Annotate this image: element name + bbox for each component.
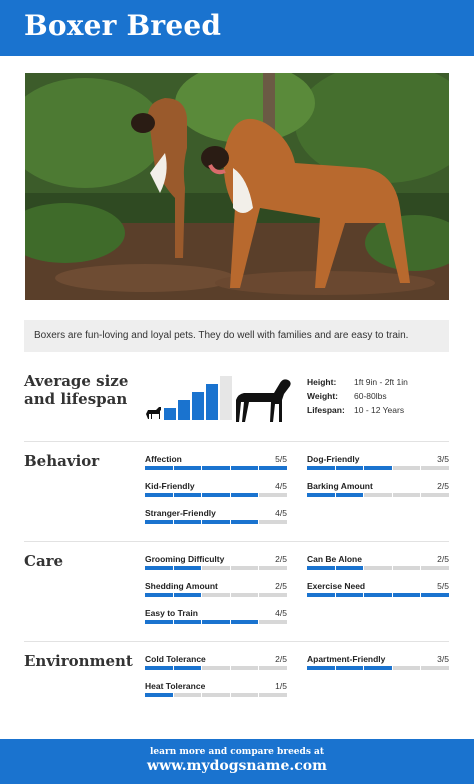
header-banner xyxy=(0,0,474,56)
behavior-section-title: Behavior xyxy=(24,452,100,470)
divider xyxy=(24,641,449,642)
rating-segment xyxy=(145,693,173,697)
rating-segment xyxy=(259,466,287,470)
rating-bar xyxy=(145,693,287,697)
rating-bar xyxy=(145,620,287,624)
rating-label: Exercise Need xyxy=(307,581,366,591)
spec-weight-label: Weight: xyxy=(307,391,339,401)
rating-segment xyxy=(174,466,202,470)
rating-label: Dog-Friendly xyxy=(307,454,360,464)
rating-segment xyxy=(364,493,392,497)
rating-barking-amount xyxy=(307,481,449,501)
rating-segment xyxy=(364,666,392,670)
boxer-photo-illustration xyxy=(25,73,449,300)
rating-segment xyxy=(145,566,173,570)
rating-segment xyxy=(259,620,287,624)
rating-segment xyxy=(259,520,287,524)
rating-segment xyxy=(259,593,287,597)
large-dog-icon xyxy=(236,379,291,422)
rating-segment xyxy=(202,620,230,624)
rating-segment xyxy=(145,666,173,670)
rating-segment xyxy=(421,666,449,670)
rating-segment xyxy=(336,566,364,570)
rating-segment xyxy=(231,493,259,497)
rating-segment xyxy=(307,666,335,670)
intro-text: Boxers are fun-loving and loyal pets. They do well with families and are easy to train. xyxy=(34,330,409,341)
rating-label: Affection xyxy=(145,454,182,464)
rating-segment xyxy=(174,566,202,570)
rating-value: 3/5 xyxy=(437,454,449,464)
rating-dog-friendly xyxy=(307,454,449,474)
rating-bar xyxy=(145,566,287,570)
rating-segment xyxy=(202,566,230,570)
rating-value: 4/5 xyxy=(275,481,287,491)
divider xyxy=(24,541,449,542)
rating-segment xyxy=(145,593,173,597)
rating-segment xyxy=(259,566,287,570)
rating-segment xyxy=(364,566,392,570)
rating-segment xyxy=(202,466,230,470)
rating-heat-tolerance xyxy=(145,681,287,701)
spec-weight-value: 60-80lbs xyxy=(354,391,387,401)
rating-segment xyxy=(145,520,173,524)
rating-segment xyxy=(336,593,364,597)
rating-value: 1/5 xyxy=(275,681,287,691)
rating-bar xyxy=(307,593,449,597)
rating-label: Easy to Train xyxy=(145,608,198,618)
rating-cold-tolerance xyxy=(145,654,287,674)
rating-segment xyxy=(145,466,173,470)
size-level-bar xyxy=(178,400,190,420)
rating-value: 2/5 xyxy=(437,554,449,564)
rating-segment xyxy=(145,620,173,624)
size-title-line2: and lifespan xyxy=(24,390,128,408)
rating-segment xyxy=(307,466,335,470)
size-level-bars xyxy=(164,376,232,420)
size-graphic xyxy=(144,370,294,422)
rating-segment xyxy=(202,693,230,697)
rating-bar xyxy=(307,493,449,497)
rating-value: 3/5 xyxy=(437,654,449,664)
rating-segment xyxy=(174,593,202,597)
rating-segment xyxy=(231,666,259,670)
spec-lifespan-value: 10 - 12 Years xyxy=(354,405,405,415)
rating-stranger-friendly xyxy=(145,508,287,528)
rating-segment xyxy=(145,493,173,497)
rating-value: 5/5 xyxy=(437,581,449,591)
rating-segment xyxy=(231,593,259,597)
rating-segment xyxy=(307,566,335,570)
spec-height-value: 1ft 9in - 2ft 1in xyxy=(354,377,408,387)
rating-segment xyxy=(393,493,421,497)
rating-segment xyxy=(307,593,335,597)
rating-bar xyxy=(145,666,287,670)
rating-bar xyxy=(145,593,287,597)
rating-segment xyxy=(421,593,449,597)
spec-height-label: Height: xyxy=(307,377,337,387)
rating-exercise-need xyxy=(307,581,449,601)
rating-segment xyxy=(174,493,202,497)
rating-segment xyxy=(336,493,364,497)
rating-bar xyxy=(145,520,287,524)
rating-segment xyxy=(231,620,259,624)
rating-affection xyxy=(145,454,287,474)
rating-segment xyxy=(421,493,449,497)
size-title-line1: Average size xyxy=(24,372,129,390)
rating-label: Cold Tolerance xyxy=(145,654,206,664)
rating-grooming-difficulty xyxy=(145,554,287,574)
rating-apartment-friendly xyxy=(307,654,449,674)
rating-value: 5/5 xyxy=(275,454,287,464)
rating-segment xyxy=(307,493,335,497)
spec-height xyxy=(307,375,457,389)
size-specs xyxy=(307,375,457,417)
size-section-title xyxy=(24,372,128,408)
rating-segment xyxy=(231,466,259,470)
rating-segment xyxy=(174,620,202,624)
rating-label: Heat Tolerance xyxy=(145,681,206,691)
rating-segment xyxy=(202,593,230,597)
spec-weight xyxy=(307,389,457,403)
rating-segment xyxy=(202,666,230,670)
rating-easy-to-train xyxy=(145,608,287,628)
footer-banner xyxy=(0,739,474,784)
rating-label: Shedding Amount xyxy=(145,581,218,591)
rating-segment xyxy=(336,466,364,470)
footer-tagline: learn more and compare breeds at xyxy=(149,747,325,757)
rating-segment xyxy=(421,566,449,570)
rating-value: 2/5 xyxy=(275,554,287,564)
page-title: Boxer Breed xyxy=(24,9,222,42)
rating-segment xyxy=(202,520,230,524)
rating-bar xyxy=(145,466,287,470)
rating-segment xyxy=(421,466,449,470)
boxer-photo xyxy=(25,73,449,300)
rating-value: 2/5 xyxy=(437,481,449,491)
rating-segment xyxy=(174,520,202,524)
rating-segment xyxy=(393,593,421,597)
divider xyxy=(24,441,449,442)
rating-bar xyxy=(307,666,449,670)
rating-segment xyxy=(393,666,421,670)
intro-box xyxy=(24,320,449,352)
rating-segment xyxy=(393,566,421,570)
rating-label: Can Be Alone xyxy=(307,554,362,564)
rating-label: Kid-Friendly xyxy=(145,481,195,491)
rating-segment xyxy=(393,466,421,470)
rating-kid-friendly xyxy=(145,481,287,501)
rating-segment xyxy=(259,693,287,697)
rating-can-be-alone xyxy=(307,554,449,574)
rating-segment xyxy=(231,566,259,570)
rating-segment xyxy=(259,493,287,497)
rating-segment xyxy=(174,693,202,697)
rating-segment xyxy=(364,466,392,470)
rating-value: 4/5 xyxy=(275,608,287,618)
size-level-bar xyxy=(192,392,204,420)
environment-section-title: Environment xyxy=(24,652,133,670)
rating-value: 2/5 xyxy=(275,581,287,591)
care-section-title: Care xyxy=(24,552,64,570)
rating-bar xyxy=(307,466,449,470)
footer-url-link[interactable]: www.mydogsname.com xyxy=(147,758,327,774)
rating-label: Grooming Difficulty xyxy=(145,554,225,564)
rating-shedding-amount xyxy=(145,581,287,601)
spec-lifespan-label: Lifespan: xyxy=(307,405,345,415)
size-level-bar xyxy=(206,384,218,420)
rating-segment xyxy=(174,666,202,670)
size-level-bar xyxy=(164,408,176,420)
rating-segment xyxy=(202,493,230,497)
rating-label: Stranger-Friendly xyxy=(145,508,216,518)
spec-lifespan xyxy=(307,403,457,417)
size-level-bar xyxy=(220,376,232,420)
rating-segment xyxy=(364,593,392,597)
rating-bar xyxy=(145,493,287,497)
small-dog-icon xyxy=(146,407,161,419)
rating-label: Apartment-Friendly xyxy=(307,654,386,664)
rating-segment xyxy=(231,520,259,524)
rating-segment xyxy=(336,666,364,670)
rating-segment xyxy=(231,693,259,697)
rating-bar xyxy=(307,566,449,570)
rating-value: 4/5 xyxy=(275,508,287,518)
rating-label: Barking Amount xyxy=(307,481,373,491)
rating-value: 2/5 xyxy=(275,654,287,664)
rating-segment xyxy=(259,666,287,670)
